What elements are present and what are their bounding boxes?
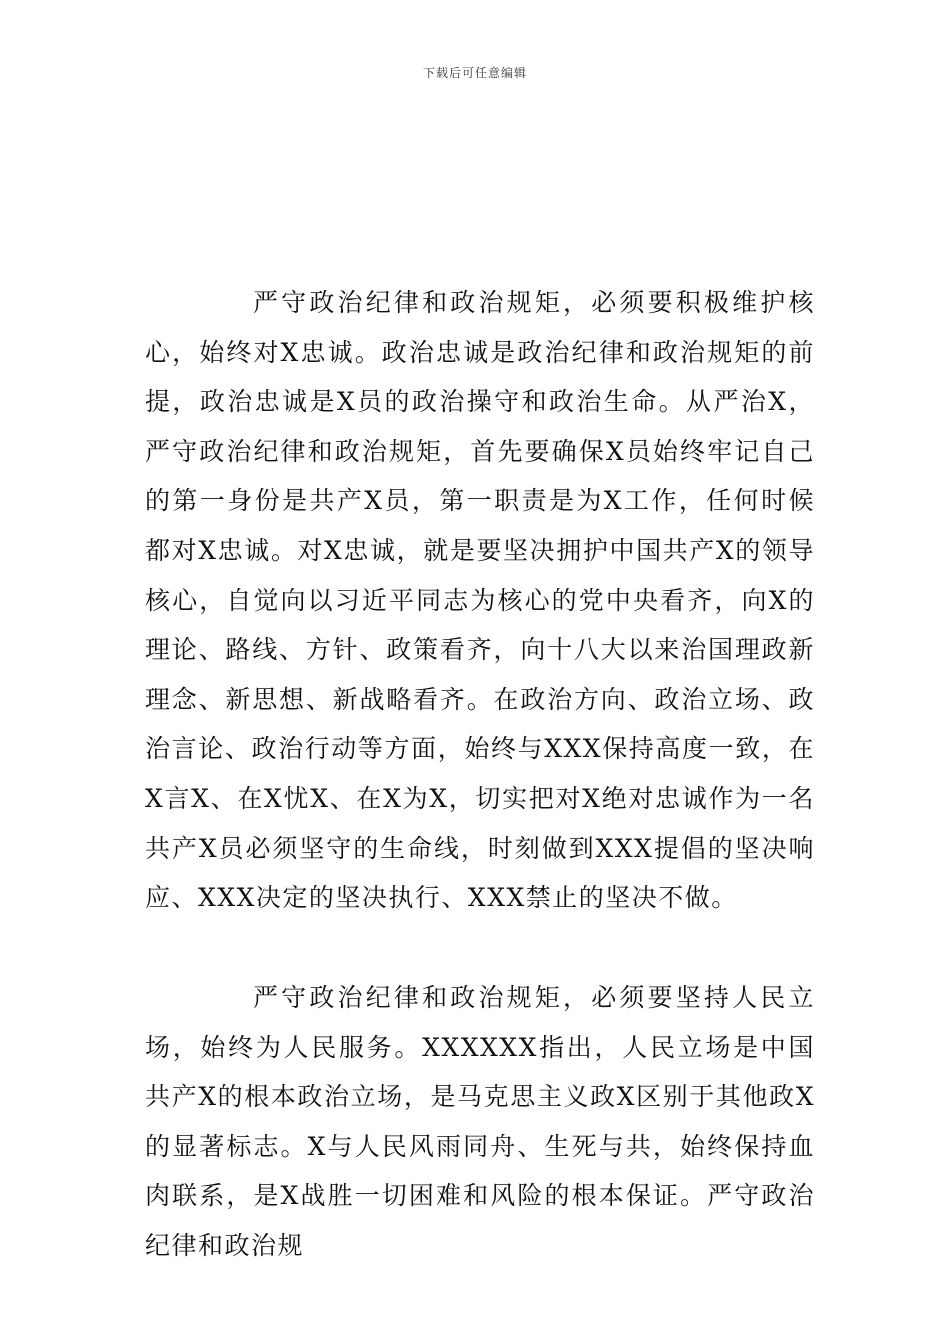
paragraph-text: 严守政治纪律和政治规矩，必须要积极维护核心，始终对X忠诚。政治忠诚是政治纪律和政治规矩的前提，政治忠诚是X员的政治操守和政治生命。从严治X，严守政治纪律和政治规矩，首先要确保X员始终牢记自己的第一身份是共产X员，第一职责是为X工作，任何时候都对X忠诚。对X忠诚，就是要坚决拥护中国共产X的领导核心，自觉向以习近平同志为核心的党中央看齐，向X的理论、路线、方针、政策看齐，向十八大以来治国理政新理念、新思想、新战略看齐。在政治方向、政治立场、政治言论、政治行动等方面，始终与XXX保持高度一致，在X言X、在X忧X、在X为X，切实把对X绝对忠诚作为一名共产X员必须坚守的生命线，时刻做到XXX提倡的坚决响应、XXX决定的坚决执行、XXX禁止的坚决不做。 (145, 288, 815, 913)
document-paragraph-1 (145, 278, 815, 923)
document-paragraph-2 (145, 973, 815, 1271)
page-header: 下载后可任意编辑 (422, 66, 527, 80)
paragraph-text: 严守政治纪律和政治规矩，必须要坚持人民立场，始终为人民服务。XXXXXX指出，人民立场是中国共产X的根本政治立场，是马克思主义政X区别于其他政X的显著标志。X与人民风雨同舟、生死与共，始终保持血肉联系，是X战胜一切困难和风险的根本保证。严守政治纪律和政治规 (145, 983, 815, 1260)
